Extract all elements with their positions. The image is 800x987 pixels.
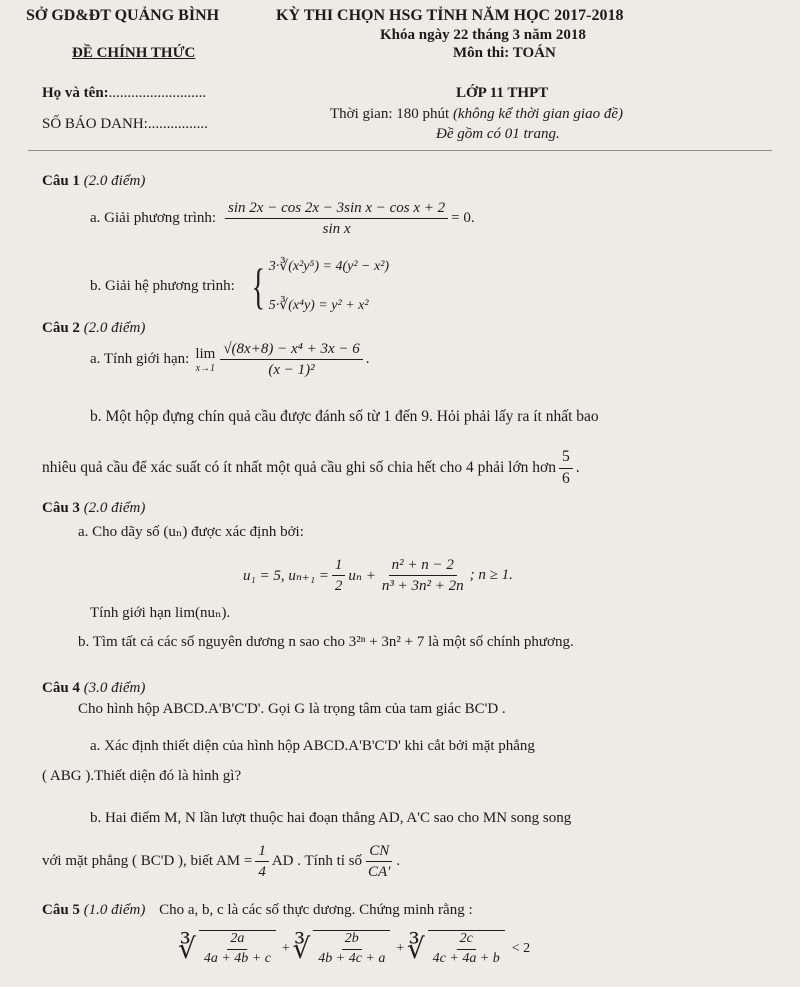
q1a-text: a. Giải phương trình: [90, 210, 217, 226]
q2a-fraction [220, 340, 362, 379]
q2a [90, 340, 369, 379]
q3a-text: a. Cho dãy số (uₙ) được xác định bởi: [78, 524, 304, 540]
q4b-frac-num: 1 [255, 842, 269, 862]
q2b-line-2-text: nhiêu quả cầu để xác suất có ít nhất một quả cầu ghi số chia hết cho 4 phải lớn hơn [42, 459, 556, 477]
q4b-ratio-den: CA' [368, 864, 391, 880]
q4b-frac-den: 4 [258, 864, 266, 880]
q5-t3-den: 4c + 4a + b [432, 950, 500, 966]
q5-points: (1.0 điểm) [83, 902, 146, 918]
department-name: SỞ GD&ĐT QUẢNG BÌNH [26, 7, 220, 24]
q3b-text: b. Tìm tất cả các số nguyên dương n sao cho 3²ⁿ + 3n² + 7 là một số chính phương. [78, 634, 574, 650]
q4b-ratio [365, 842, 393, 881]
q3a-half-num: 1 [332, 556, 346, 576]
q3a-half [332, 556, 346, 595]
q4-heading [42, 680, 145, 697]
student-name-label: Họ và tên: [42, 85, 109, 101]
q5-plus-1: + [280, 940, 291, 956]
q3a-half-den: 2 [334, 578, 343, 594]
q5-t2-den: 4b + 4c + a [318, 950, 386, 966]
q2b-frac-num: 5 [559, 448, 573, 469]
q1-heading [42, 173, 145, 190]
q2-heading [42, 320, 145, 337]
q2b-end: . [575, 459, 580, 477]
q2a-text: a. Tính giới hạn: [90, 351, 190, 367]
q1b-text: b. Giải hệ phương trình: [90, 277, 235, 294]
q1b [90, 256, 389, 316]
brace-symbol: { [251, 258, 265, 314]
q4-intro: Cho hình hộp ABCD.A'B'C'D'. Gọi G là trọng tâm của tam giác BC'D . [78, 701, 506, 717]
q2a-denominator: (x − 1)² [268, 362, 315, 378]
q4b-ratio-num: CN [366, 842, 392, 862]
cube-root-symbol: ∛ [406, 933, 425, 965]
q1b-system [241, 256, 389, 316]
q5-term-2 [313, 930, 390, 968]
q2-title: Câu 2 [42, 320, 80, 336]
q5-plus-2: + [395, 940, 405, 956]
q5-t2-num: 2b [342, 931, 362, 950]
q1a-denominator: sin x [322, 221, 351, 237]
candidate-id-label: SỐ BÁO DANH: [42, 116, 148, 132]
q3a-numerator: n² + n − 2 [389, 556, 457, 576]
q3a-task: Tính giới hạn lim(nuₙ). [90, 605, 231, 621]
q4b-line-1: b. Hai điểm M, N lần lượt thuộc hai đoạn thẳng AD, A'C sao cho MN song song [90, 810, 572, 826]
page-count: Đề gồm có 01 trang. [436, 126, 560, 142]
q2b-frac-den: 6 [561, 469, 570, 487]
q5-t1-den: 4a + 4b + c [203, 950, 271, 966]
q2-points: (2.0 điểm) [83, 320, 146, 336]
student-name-field [42, 85, 206, 102]
q1a [90, 199, 475, 238]
candidate-id-blank: ................ [147, 116, 208, 132]
q2b-fraction [559, 448, 573, 488]
q4b-line-2 [42, 842, 400, 881]
q5-term-1 [199, 930, 276, 968]
grade-label: LỚP 11 THPT [456, 85, 549, 101]
q2a-limit [195, 346, 215, 374]
q3a-denominator: n³ + 3n² + 2n [381, 578, 464, 594]
q2a-lim: lim [195, 345, 216, 362]
q1b-equation-2: 5·∛(x⁴y) = y² + x² [268, 298, 369, 313]
q4b-end: . [396, 853, 401, 869]
q1-points: (2.0 điểm) [83, 173, 146, 189]
q2b-line-1: b. Một hộp đựng chín quả cầu được đánh số từ 1 đến 9. Hỏi phải lấy ra ít nhất bao [90, 408, 599, 425]
q3-heading [42, 500, 145, 517]
q2b-line-2 [42, 448, 580, 488]
q5-title: Câu 5 [42, 902, 80, 918]
q3-points: (2.0 điểm) [83, 500, 146, 516]
time-main: Thời gian: 180 phút [330, 106, 450, 122]
exam-date: Khóa ngày 22 tháng 3 năm 2018 [380, 27, 586, 43]
q3a-formula-right: ; n ≥ 1. [469, 567, 513, 583]
time-note: (không kể thời gian giao đề) [452, 106, 623, 122]
q1b-equation-1: 3·∛(x²y⁵) = 4(y² − x²) [268, 259, 390, 274]
q4-title: Câu 4 [42, 680, 80, 696]
q5-heading [42, 902, 473, 919]
q3-title: Câu 3 [42, 500, 80, 516]
subject-label: Môn thi: TOÁN [453, 45, 556, 61]
header-divider [28, 150, 772, 151]
q4b-fraction [255, 842, 269, 881]
q4a-line-2: ( ABG ).Thiết diện đó là hình gì? [42, 768, 242, 784]
q1a-numerator: sin 2x − cos 2x − 3sin x − cos x + 2 [225, 199, 448, 219]
q3a-fraction [379, 556, 467, 595]
q3a-formula [243, 556, 513, 595]
q2a-end: . [365, 351, 370, 367]
student-name-blank: .......................... [108, 85, 207, 101]
q2a-lim-sub: x→1 [195, 362, 216, 374]
cube-root-symbol: ∛ [292, 933, 311, 965]
q4-points: (3.0 điểm) [83, 680, 146, 696]
cube-root-symbol: ∛ [178, 933, 196, 965]
q5-inequality [178, 930, 530, 968]
q3a-formula-left: u₁ = 5, uₙ₊₁ = [243, 568, 329, 584]
q3a-formula-mid: uₙ + [348, 568, 376, 584]
q1a-fraction [225, 199, 448, 238]
q5-text: Cho a, b, c là các số thực dương. Chứng minh rằng : [159, 902, 473, 918]
q5-term-3 [428, 930, 505, 968]
q5-t3-num: 2c [457, 931, 476, 950]
time-line [330, 106, 623, 123]
q2a-numerator: √(8x+8) − x⁴ + 3x − 6 [220, 340, 362, 360]
candidate-id-field [42, 116, 208, 133]
exam-name: KỲ THI CHỌN HSG TỈNH NĂM HỌC 2017-2018 [276, 7, 624, 24]
q4a-line-1: a. Xác định thiết diện của hình hộp ABCD.A'B'C'D' khi cắt bởi mặt phẳng [90, 738, 535, 754]
q1-title: Câu 1 [42, 173, 80, 189]
q4b-line-2-mid: AD . Tính tỉ số [271, 853, 362, 869]
q4b-line-2-pre: với mặt phẳng ( BC'D ), biết AM = [42, 853, 253, 869]
q5-inequality-rhs: < 2 [511, 940, 531, 956]
q1a-rhs: = 0. [451, 210, 475, 226]
q5-t1-num: 2a [227, 931, 247, 950]
official-label: ĐỀ CHÍNH THỨC [72, 45, 196, 61]
